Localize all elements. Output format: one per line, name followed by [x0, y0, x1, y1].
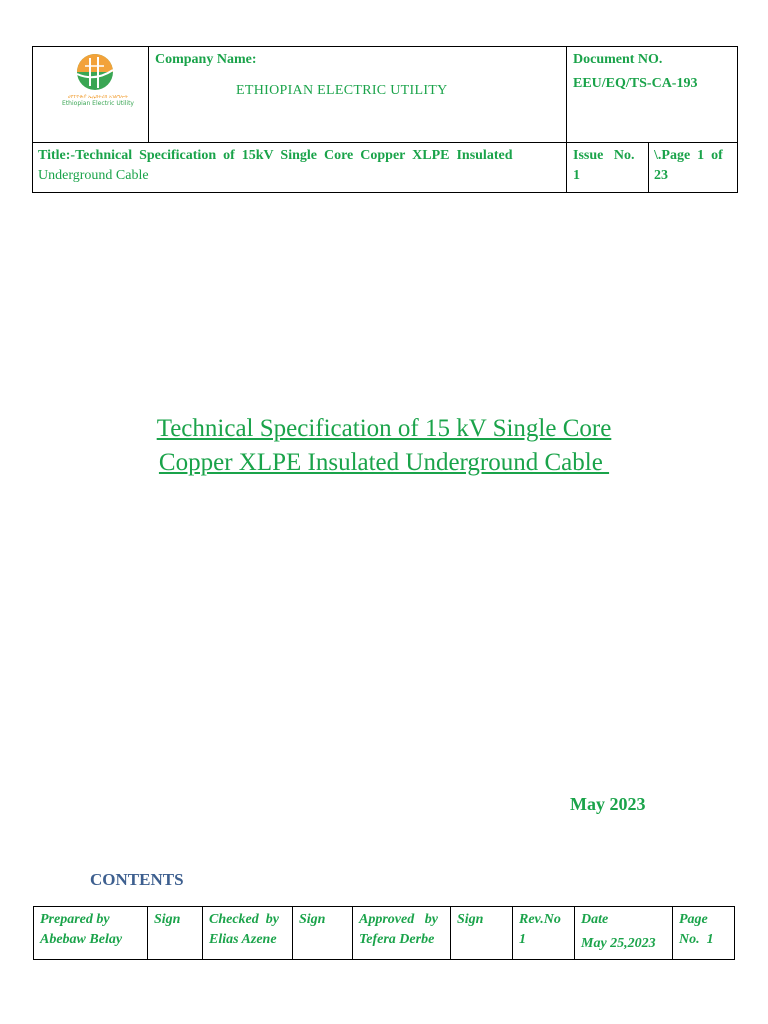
prepared-sign: Sign: [154, 912, 181, 927]
date-label: Date: [581, 912, 609, 927]
header-row-divider: [32, 142, 738, 143]
main-title-line1: Technical Specification of 15 kV Single Core: [156, 415, 612, 442]
main-title-line2: Copper XLPE Insulated Underground Cable: [158, 449, 610, 476]
doc-title-line2: Underground Cable: [38, 168, 149, 183]
logo-english-text: Ethiopian Electric Utility: [62, 100, 134, 107]
checked-sign: Sign: [299, 912, 326, 927]
main-title: [0, 412, 768, 480]
header-divider-1: [148, 46, 149, 142]
footer-divider-3: [292, 906, 293, 960]
revision-value: 1: [519, 932, 526, 947]
logo-amharic-text: ሀየተዮጵያ ኤሌክትሪክ አገልግሎት: [67, 94, 129, 100]
company-logo: [52, 52, 142, 110]
approved-sign: Sign: [457, 912, 484, 927]
footer-divider-2: [202, 906, 203, 960]
approved-by-name: Tefera Derbe: [359, 932, 435, 947]
date-value: May 25,2023: [581, 936, 656, 951]
publication-date: May 2023: [570, 794, 646, 814]
doc-title-line1: Title:-Technical Specification of 15kV Single Core Copper XLPE Insulated: [38, 148, 513, 163]
footer-divider-8: [672, 906, 673, 960]
header-divider-3: [648, 142, 649, 193]
approved-by-label: Approved by: [359, 912, 438, 927]
page-count-line2: 23: [654, 168, 668, 183]
prepared-by-name: Abebaw Belay: [40, 932, 123, 947]
issue-no-line1: Issue No.: [573, 148, 635, 163]
footer-divider-7: [574, 906, 575, 960]
revision-label: Rev.No: [519, 912, 561, 927]
footer-divider-6: [512, 906, 513, 960]
page-label: Page: [679, 912, 708, 927]
footer-divider-1: [147, 906, 148, 960]
footer-divider-4: [352, 906, 353, 960]
checked-by-name: Elias Azene: [209, 932, 277, 947]
footer-divider-5: [450, 906, 451, 960]
contents-heading: CONTENTS: [90, 870, 184, 889]
prepared-by-label: Prepared by: [40, 912, 110, 927]
document-no: EEU/EQ/TS-CA-193: [573, 76, 698, 91]
page-value: No. 1: [679, 932, 714, 947]
issue-no-line2: 1: [573, 168, 580, 183]
page-count-line1: \.Page 1 of: [654, 148, 723, 163]
header-divider-2: [566, 46, 567, 193]
checked-by-label: Checked by: [209, 912, 279, 927]
company-name: ETHIOPIAN ELECTRIC UTILITY: [236, 83, 448, 98]
document-no-label: Document NO.: [573, 52, 663, 67]
company-name-label: Company Name:: [155, 52, 257, 67]
